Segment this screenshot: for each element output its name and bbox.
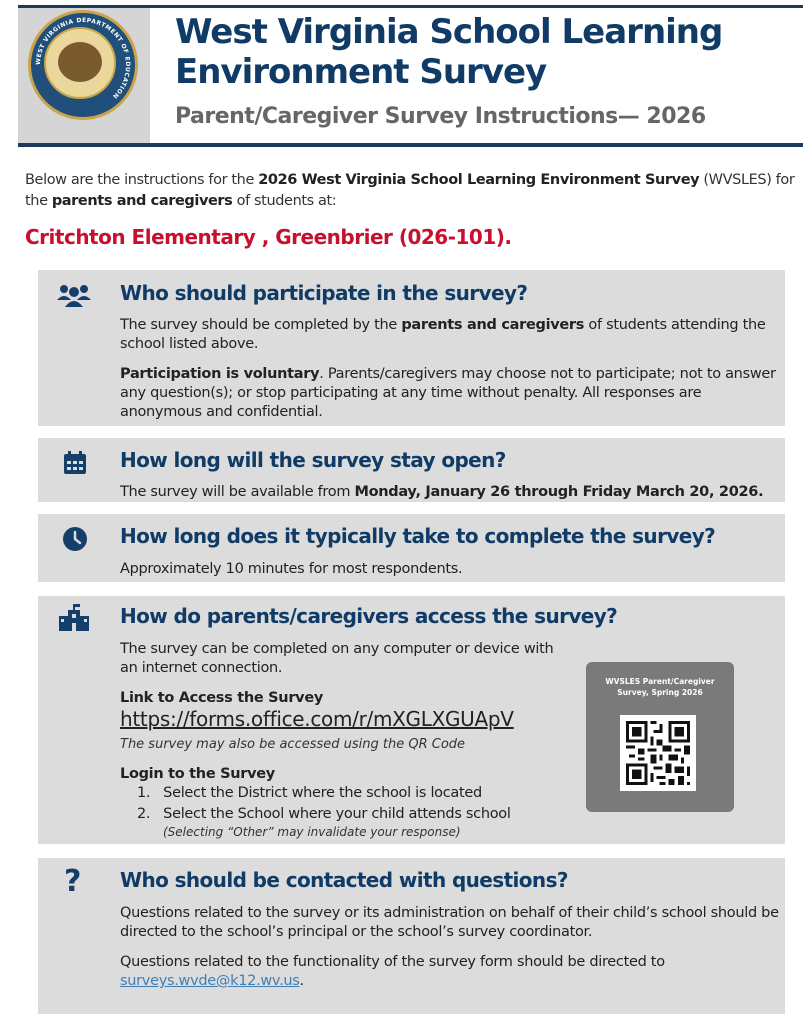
- open-dates-paragraph: The survey will be available from Monday, January 26 through Friday March 20, 2026.: [120, 484, 764, 500]
- calendar-icon: [62, 450, 88, 476]
- link-label: Link to Access the Survey: [120, 690, 324, 706]
- seal-coat-of-arms-icon: [58, 42, 102, 82]
- contact-paragraph-2: Questions related to the functionality of the survey form should be directed to surveys.wvde@k12.wv.us.: [120, 954, 665, 989]
- people-group-icon: [56, 282, 92, 308]
- duration-paragraph: Approximately 10 minutes for most respondents.: [120, 561, 463, 577]
- qr-note: The survey may also be accessed using the QR Code: [120, 737, 466, 752]
- login-step-2: 2. Select the School where your child attends school: [137, 806, 511, 822]
- heading-survey-duration: How long does it typically take to complete the survey?: [120, 524, 716, 548]
- who-paragraph-2: Participation is voluntary. Parents/caregivers may choose not to participate; not to answer any question(s); or stop participating at any time without penalty. All responses are anonymous and confidential.: [120, 366, 776, 420]
- school-building-icon: [58, 604, 90, 632]
- who-paragraph-1: The survey should be completed by the parents and caregivers of students attending the school listed above.: [120, 317, 766, 352]
- intro-paragraph: Below are the instructions for the 2026 West Virginia School Learning Environment Survey (WVSLES) for the parents and caregivers of students at:: [25, 172, 795, 209]
- heading-survey-open: How long will the survey stay open?: [120, 448, 506, 472]
- heading-contact: Who should be contacted with questions?: [120, 868, 568, 892]
- login-step-1: 1. Select the District where the school is located: [137, 785, 482, 801]
- header-bottom-rule: [18, 143, 803, 147]
- login-label: Login to the Survey: [120, 766, 275, 782]
- svg-text:WEST VIRGINIA DEPARTMENT OF ED: WEST VIRGINIA DEPARTMENT OF EDUCATION: [34, 16, 132, 100]
- contact-email-link[interactable]: surveys.wvde@k12.wv.us: [120, 973, 300, 989]
- survey-link[interactable]: https://forms.office.com/r/mXGLXGUApV: [120, 707, 514, 731]
- school-name: Critchton Elementary , Greenbrier (026-101).: [25, 225, 512, 249]
- qr-code[interactable]: [620, 715, 696, 791]
- access-paragraph: The survey can be completed on any computer or device with an internet connection.: [120, 641, 554, 676]
- contact-paragraph-1: Questions related to the survey or its administration on behalf of their child’s school should be directed to the school’s principal or the school’s survey coordinator.: [120, 905, 779, 940]
- heading-who-participates: Who should participate in the survey?: [120, 281, 528, 305]
- page-title: West Virginia School Learning Environment Survey: [175, 12, 723, 92]
- clock-icon: [62, 526, 88, 552]
- qr-caption: WVSLES Parent/Caregiver Survey, Spring 2026: [605, 677, 715, 697]
- heading-access-survey: How do parents/caregivers access the survey?: [120, 604, 618, 628]
- question-mark-icon: ?: [64, 864, 82, 899]
- login-step-2-note: (Selecting “Other” may invalidate your response): [163, 825, 461, 839]
- page-subtitle: Parent/Caregiver Survey Instructions— 2026: [175, 104, 706, 129]
